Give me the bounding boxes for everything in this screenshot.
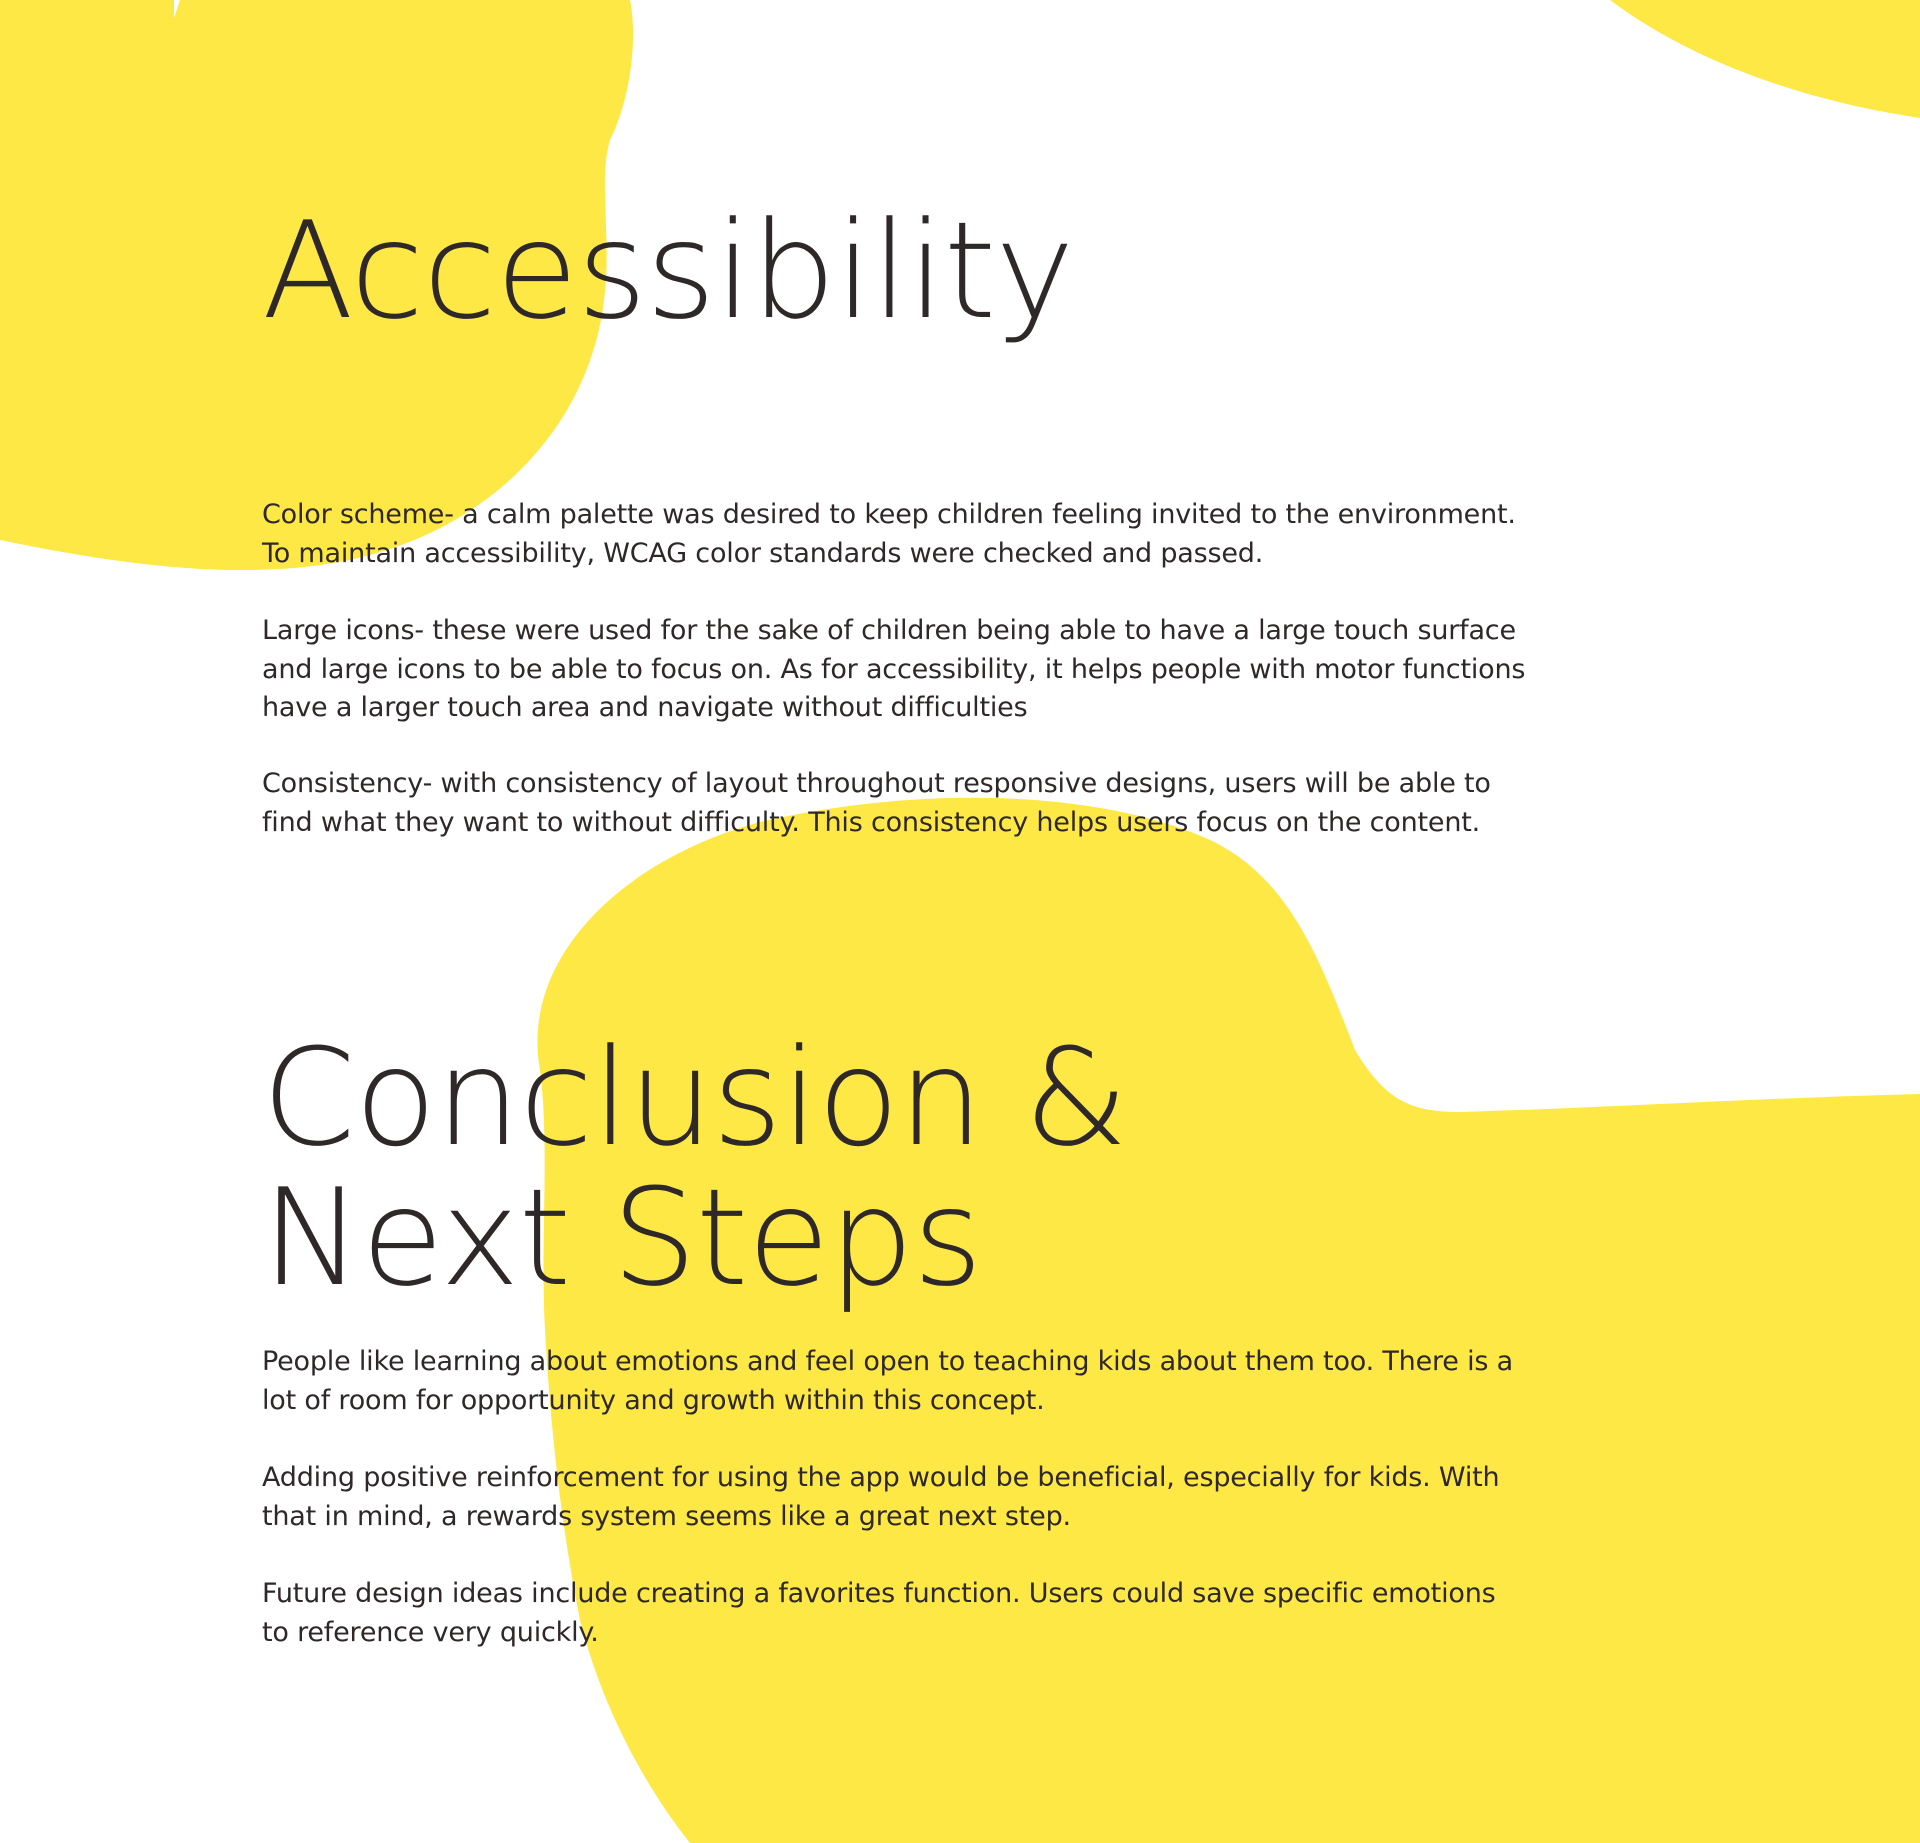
text-line: lot of room for opportunity and growth within this concept. — [262, 1384, 1045, 1416]
accessibility-paragraph-consistency — [262, 765, 1552, 842]
text-line: Future design ideas include creating a favorites function. Users could save specific emotions — [262, 1578, 1496, 1609]
conclusion-heading-line: Conclusion & — [262, 1020, 1128, 1176]
text-line: have a larger touch area and navigate without difficulties — [262, 692, 1028, 723]
conclusion-paragraph-favorites — [262, 1575, 1552, 1652]
text-line: to reference very quickly. — [262, 1616, 599, 1648]
text-line: To maintain accessibility, WCAG color standards were checked and passed. — [262, 537, 1264, 569]
conclusion-heading-line: Next Steps — [262, 1160, 982, 1316]
text-line: Consistency- with consistency of layout throughout responsive designs, users will be able to — [262, 768, 1491, 799]
yellow-blob-top-right — [1610, 0, 1920, 118]
conclusion-heading — [262, 1020, 1128, 1316]
text-line: and large icons to be able to focus on. As for accessibility, it helps people with motor functions — [262, 653, 1526, 685]
text-line: find what they want to without difficulty. This consistency helps users focus on the content. — [262, 806, 1481, 838]
accessibility-paragraph-large-icons — [262, 612, 1552, 728]
yellow-blob-bottom-right — [537, 798, 1920, 1843]
text-line: Adding positive reinforcement for using the app would be beneficial, especially for kids. With — [262, 1462, 1500, 1493]
conclusion-paragraph-rewards — [262, 1459, 1552, 1536]
text-line: People like learning about emotions and feel open to teaching kids about them too. There is a — [262, 1346, 1513, 1377]
text-line: Color scheme- a calm palette was desired to keep children feeling invited to the environment. — [262, 499, 1516, 530]
accessibility-heading: Accessibility — [262, 193, 1074, 349]
text-line: Large icons- these were used for the sake of children being able to have a large touch surface — [262, 615, 1516, 646]
accessibility-paragraph-color-scheme — [262, 496, 1552, 573]
conclusion-paragraph-learning — [262, 1343, 1552, 1420]
text-line: that in mind, a rewards system seems like a great next step. — [262, 1500, 1071, 1532]
